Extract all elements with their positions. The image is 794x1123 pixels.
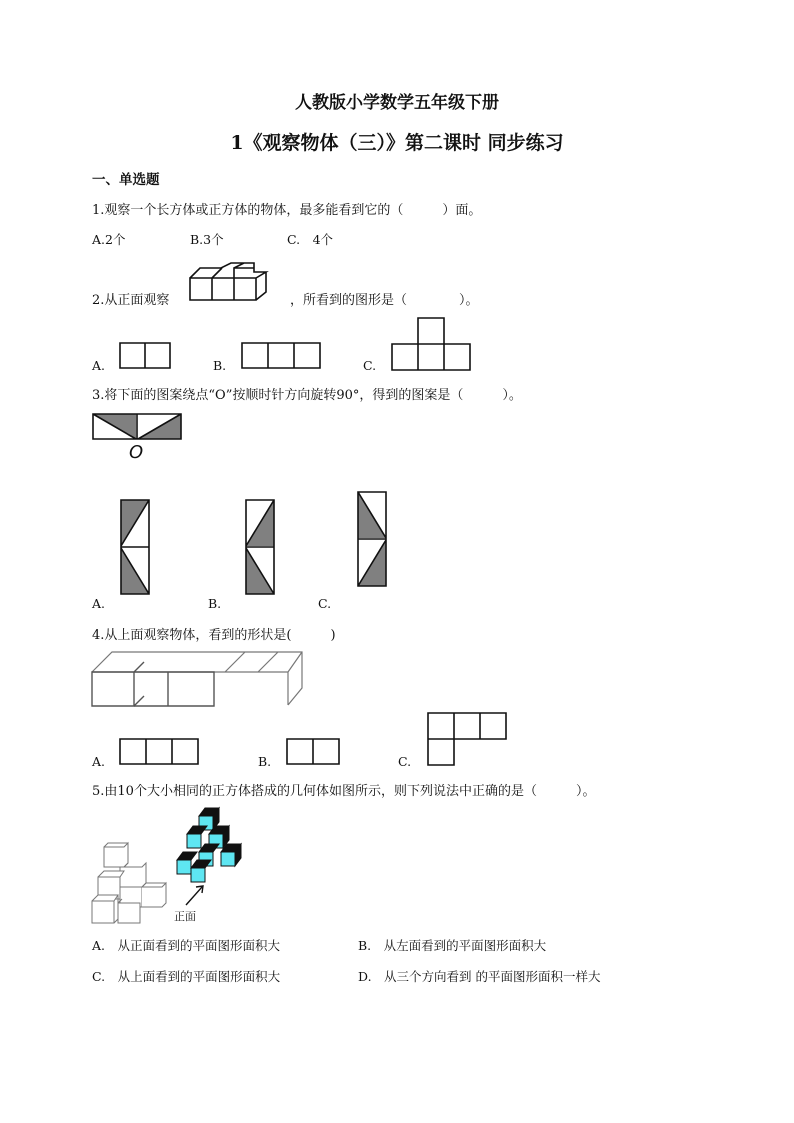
question-3-option-a: A. (92, 596, 106, 611)
question-5-option-b: B. 从左面看到的平面图形面积大 (358, 938, 547, 953)
question-4-object-figure (90, 650, 215, 708)
lesson-title: 1《观察物体（三）》第二课时 同步练习 (230, 132, 564, 154)
front-direction-arrow-icon (184, 883, 206, 907)
question-4-option-b: B. (258, 754, 272, 769)
question-4-option-c: C. (398, 754, 412, 769)
question-4-text: 4.从上面观察物体，看到的形状是( ) (92, 628, 336, 643)
question-5-option-c: C. 从上面看到的平面图形面积大 (92, 969, 281, 984)
question-1-option-b: B.3个 (190, 232, 224, 247)
document-title: 人教版小学数学五年级下册 (295, 93, 499, 113)
question-4-option-a-figure (119, 738, 199, 765)
question-4-option-b-figure (286, 738, 340, 765)
question-3-option-c: C. (318, 596, 332, 611)
question-1-text: 1.观察一个长方体或正方体的物体，最多能看到它的（ ）面。 (92, 203, 482, 218)
question-1-option-a: A.2个 (92, 232, 126, 247)
question-5-stack-figure (90, 843, 170, 925)
question-3-option-b-figure (245, 499, 275, 595)
question-2-option-c: C. (363, 358, 377, 373)
question-5-color-cubes-figure (175, 806, 245, 884)
question-5-option-a: A. 从正面看到的平面图形面积大 (92, 938, 281, 953)
question-3-option-c-figure (357, 491, 387, 587)
question-2-option-c-figure (391, 317, 471, 371)
question-2-text-before: 2.从正面观察 (92, 293, 170, 308)
pivot-label-o: O (129, 442, 144, 463)
question-5-text: 5.由10个大小相同的正方体搭成的几何体如图所示，则下列说法中正确的是（ ）。 (92, 784, 596, 799)
question-2-option-b: B. (213, 358, 227, 373)
question-4-option-a: A. (92, 754, 106, 769)
question-2-object-figure (188, 262, 268, 302)
question-2-option-a-figure (119, 342, 171, 369)
question-5-option-d: D. 从三个方向看到 的平面图形面积一样大 (358, 969, 601, 984)
question-3-pattern-figure (92, 413, 182, 441)
question-2-option-b-figure (241, 342, 321, 369)
question-3-option-b: B. (208, 596, 222, 611)
front-label: 正面 (174, 910, 196, 923)
question-3-text: 3.将下面的图案绕点“O”按顺时针方向旋转90°，得到的图案是（ ）。 (92, 388, 522, 403)
question-1-option-c: C. 4个 (287, 232, 334, 247)
section-title: 一、单选题 (92, 172, 160, 188)
question-3-option-a-figure (120, 499, 150, 595)
question-2-option-a: A. (92, 358, 106, 373)
question-4-option-c-figure (427, 712, 507, 766)
question-2-text-after: ，所看到的图形是（ ）。 (290, 293, 479, 308)
